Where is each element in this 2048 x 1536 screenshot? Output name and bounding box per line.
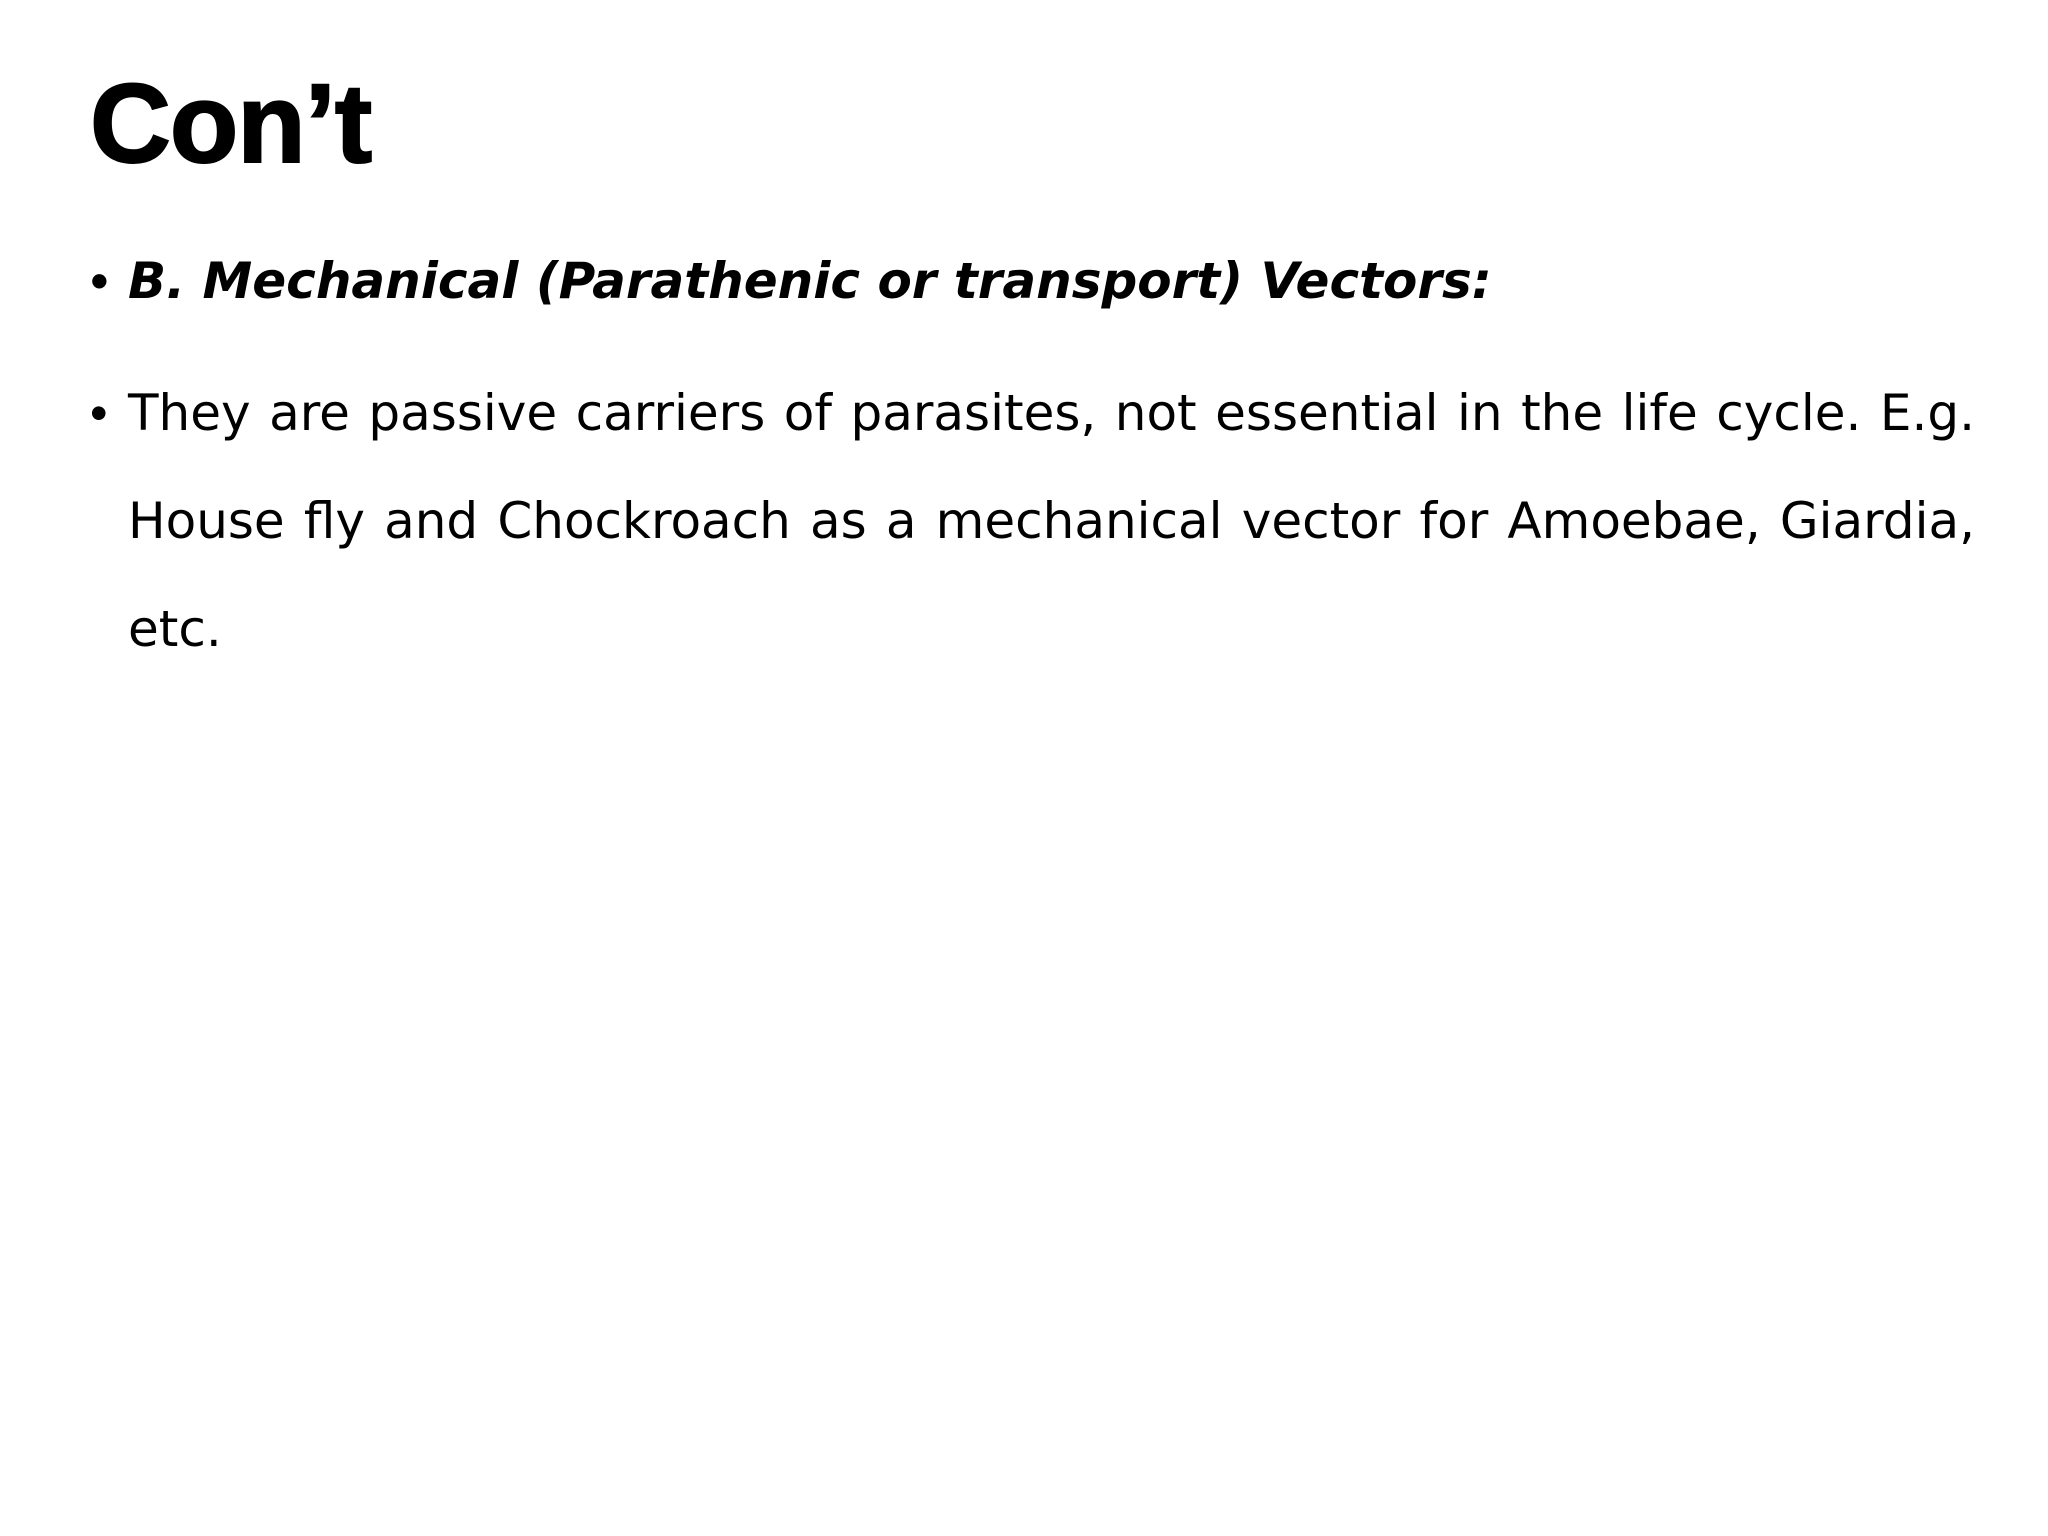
bullet-item-heading [90, 245, 1975, 317]
bullet-marker: • [90, 385, 108, 441]
bullet-item-body [90, 359, 1975, 683]
bullet-text-heading: B. Mechanical (Parathenic or transport) Vectors: [128, 252, 1492, 310]
bullet-marker: • [90, 253, 108, 309]
bullet-list [90, 245, 1975, 683]
slide-title: Con’t [90, 61, 372, 186]
bullet-text-body: They are passive carriers of parasites, not essential in the life cycle. E.g. House fly and Chockroach as a mechanical vector for Amoebae, Giardia, etc. [128, 384, 1975, 658]
